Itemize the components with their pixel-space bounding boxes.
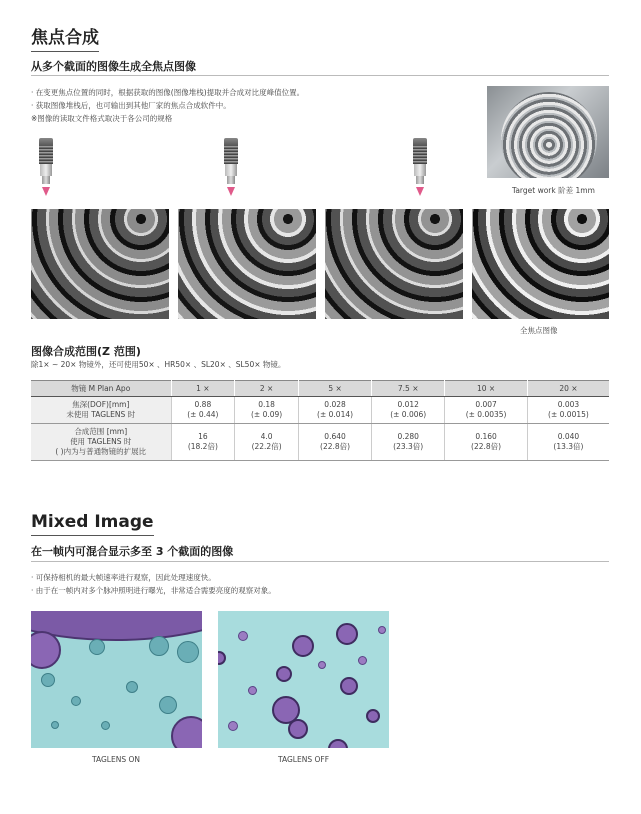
bullet-1: · 在变更焦点位置的同时，根据获取的图像(图像堆栈)提取并合成对比度峰值位置。 [31,88,305,97]
focus-arrow-icon [227,187,235,196]
section-title-mixed-image: Mixed Image [31,512,154,536]
objective-lens-icon [39,138,53,196]
focus-image-1 [31,209,169,319]
all-focus-image [472,209,609,319]
target-work-caption: Target work 阶差 1mm [512,186,595,195]
bullet-4: · 可保持相机的最大帧速率进行观察，因此处理速度快。 [31,573,216,582]
stepped-work-rings [501,92,597,178]
table-cell: 16 (18.2倍) [171,424,235,461]
taglens-on-caption: TAGLENS ON [92,755,140,764]
zrange-table [31,380,609,461]
bullet-2: · 获取图像堆栈后，也可输出到其他厂家的焦点合成软件中。 [31,101,231,110]
row-label-line: 焦深(DOF)[mm] [72,400,130,409]
divider [31,561,609,562]
table-cell: 0.160 (22.8倍) [445,424,528,461]
section-title-focus-stacking: 焦点合成 [31,28,99,52]
table-cell: 0.88 (± 0.44) [171,397,235,424]
row-label-line: 未使用 TAGLENS 时 [66,410,136,419]
taglens-off-caption: TAGLENS OFF [278,755,330,764]
taglens-on-image [31,611,202,748]
section-subtitle-mixed-image: 在一帧内可混合显示多至 3 个截面的图像 [31,545,234,558]
taglens-off-image [218,611,389,748]
table-cell: 0.280 (23.3倍) [372,424,445,461]
table-cell: 0.040 (13.3倍) [527,424,609,461]
table-header-col: 2 × [235,381,299,397]
row-label-dof [31,397,171,424]
table-cell: 0.028 (± 0.014) [298,397,371,424]
focus-arrow-icon [416,187,424,196]
bullet-3: ※图像的读取文件格式取决于各公司的规格 [31,114,173,123]
table-header-col: 7.5 × [372,381,445,397]
objective-lens-icon [413,138,427,196]
table-cell: 4.0 (22.2倍) [235,424,299,461]
focus-image-2 [178,209,316,319]
divider [31,75,609,76]
table-header-col: 5 × [298,381,371,397]
table-cell: 0.640 (22.8倍) [298,424,371,461]
row-label-line: ( )内为与普通物镜的扩展比 [55,447,147,456]
table-cell: 0.012 (± 0.006) [372,397,445,424]
table-header-row [31,381,609,397]
table-header-col: 20 × [527,381,609,397]
target-work-photo [487,86,609,178]
row-label-line: 合成范围 [mm] [74,427,128,436]
table-cell: 0.003 (± 0.0015) [527,397,609,424]
bullet-5: · 由于在一帧内对多个脉冲照明进行曝光，非常适合需要亮度的观察对象。 [31,586,276,595]
table-cell: 0.007 (± 0.0035) [445,397,528,424]
zrange-title: 图像合成范围(Z 范围) [31,345,141,358]
table-row [31,397,609,424]
table-header-objective: 物镜 M Plan Apo [31,381,171,397]
objective-lens-icon [224,138,238,196]
zrange-note: 除1× ~ 20× 物镜外，还可使用50× 、HR50× 、SL20× 、SL50× 物镜。 [31,360,286,369]
all-focus-caption: 全焦点图像 [520,326,558,335]
row-label-range [31,424,171,461]
table-header-col: 1 × [171,381,235,397]
row-label-line: 使用 TAGLENS 时 [70,437,132,446]
section-subtitle-focus-stacking: 从多个截面的图像生成全焦点图像 [31,60,196,73]
focus-arrow-icon [42,187,50,196]
table-header-col: 10 × [445,381,528,397]
focus-image-3 [325,209,463,319]
table-row [31,424,609,461]
table-cell: 0.18 (± 0.09) [235,397,299,424]
